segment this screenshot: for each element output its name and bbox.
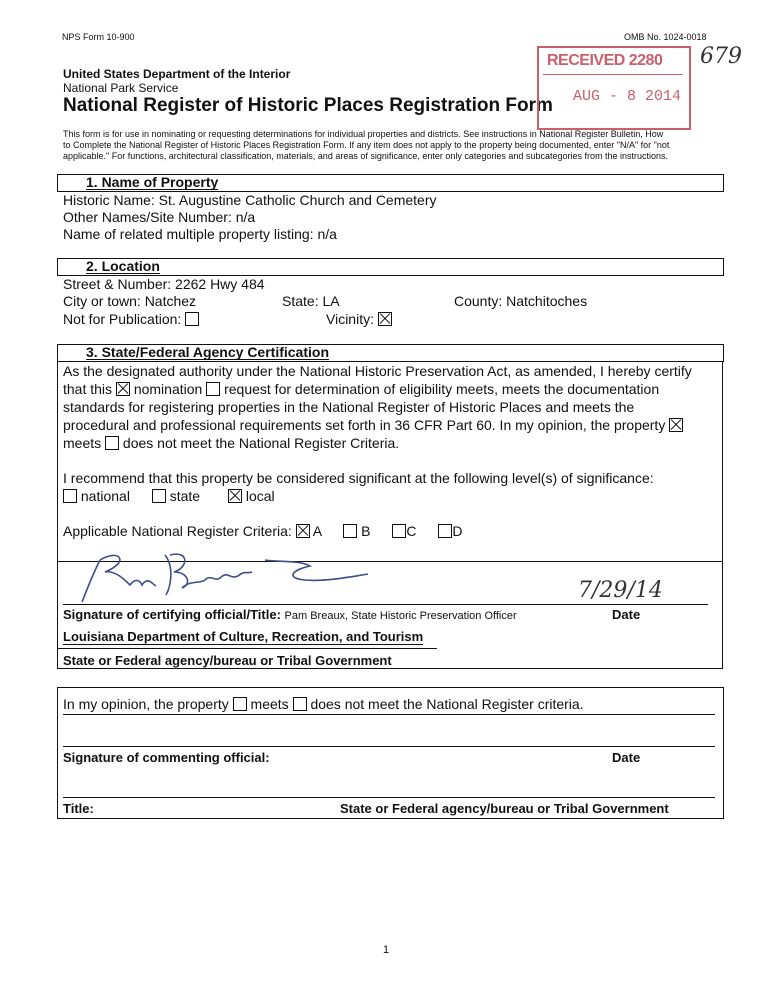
comment-opinion: In my opinion, the property meets does not meet the National Register criteria.	[63, 696, 584, 712]
does-not-meet-checkbox[interactable]	[105, 436, 119, 450]
other-names: Other Names/Site Number: n/a	[63, 209, 256, 225]
street-number: Street & Number: 2262 Hwy 484	[63, 276, 265, 292]
comment-not-meet-checkbox[interactable]	[293, 697, 307, 711]
service: National Park Service	[63, 81, 179, 95]
omb-number: OMB No. 1024-0018	[624, 32, 707, 42]
handwritten-number: 679	[700, 44, 742, 69]
section-3-heading: 3. State/Federal Agency Certification	[57, 344, 724, 362]
comment-date-label: Date	[612, 750, 641, 765]
form-number: NPS Form 10-900	[62, 32, 135, 42]
cert-line-2: that this nomination request for determination of eligibility meets, meets the documentation	[63, 381, 660, 397]
national-checkbox[interactable]	[63, 489, 77, 503]
agency-label: State or Federal agency/bureau or Tribal Government	[63, 653, 392, 668]
historic-name: Historic Name: St. Augustine Catholic Church and Cemetery	[63, 192, 437, 208]
city: City or town: Natchez	[63, 293, 197, 309]
state: State: LA	[282, 293, 340, 309]
stamp-received: RECEIVED 2280	[547, 52, 663, 69]
property-meets-checkbox[interactable]	[669, 418, 683, 432]
cert-line-5: meets does not meet the National Register Criteria.	[63, 435, 400, 451]
signed-date: 7/29/14	[578, 578, 663, 603]
multiple-listing: Name of related multiple property listing: n/a	[63, 226, 337, 242]
section-1-heading: 1. Name of Property	[57, 174, 724, 192]
cert-line-1: As the designated authority under the National Historic Preservation Act, as amended, I hereby certify	[63, 363, 692, 379]
state-checkbox[interactable]	[152, 489, 166, 503]
comment-title-label: Title:	[63, 801, 94, 816]
significance-levels: national state local	[63, 488, 275, 505]
criterion-b-checkbox[interactable]	[343, 524, 357, 538]
request-checkbox[interactable]	[206, 382, 220, 396]
cert-line-4: procedural and professional requirements set forth in 36 CFR Part 60. In my opinion, the property	[63, 417, 683, 434]
county: County: Natchitoches	[454, 293, 588, 309]
instructions: This form is for use in nominating or requesting determinations for individual properties and districts. See instructions in National Register Bulletin, How to Complete the National Register of Historic Places Registration Form. If any item does not apply to the property being documented, enter "N/A" for "not applicable." For functions, architectural classification, materials, and areas of significance, enter only categories and subcategories from the instructions.	[63, 129, 670, 161]
local-checkbox[interactable]	[228, 489, 242, 503]
not-for-publication-row: Not for Publication:	[63, 311, 199, 328]
criterion-a-checkbox[interactable]	[296, 524, 310, 538]
department: United States Department of the Interior	[63, 67, 291, 81]
received-stamp	[537, 46, 691, 130]
signer-name: Pam Breaux, State Historic Preservation Officer	[284, 610, 517, 622]
comment-agency-label: State or Federal agency/bureau or Tribal Government	[340, 801, 669, 816]
page-number: 1	[383, 944, 390, 956]
date-label: Date	[612, 607, 641, 622]
certifying-signature-row: Signature of certifying official/Title: Pam Breaux, State Historic Preservation Officer	[63, 607, 517, 622]
commenting-signature-label: Signature of commenting official:	[63, 750, 270, 765]
section-2-heading: 2. Location	[57, 258, 724, 276]
nomination-checkbox[interactable]	[116, 382, 130, 396]
agency-name: Louisiana Department of Culture, Recreation, and Tourism	[63, 629, 424, 644]
comment-meets-checkbox[interactable]	[233, 697, 247, 711]
recommend-text: I recommend that this property be considered significant at the following level(s) of significance:	[63, 470, 654, 486]
not-for-publication-checkbox[interactable]	[185, 312, 199, 326]
criteria-row: Applicable National Register Criteria: A B C D	[63, 523, 463, 539]
cert-line-3: standards for registering properties in the National Register of Historic Places and meets the	[63, 399, 635, 415]
stamp-date: AUG - 8 2014	[573, 88, 682, 105]
criterion-c-checkbox[interactable]	[392, 524, 406, 538]
vicinity-checkbox[interactable]	[378, 312, 392, 326]
criterion-d-checkbox[interactable]	[438, 524, 452, 538]
page-title: National Register of Historic Places Registration Form	[63, 95, 553, 116]
signature-drawing	[70, 540, 370, 610]
vicinity-row: Vicinity:	[326, 311, 392, 328]
